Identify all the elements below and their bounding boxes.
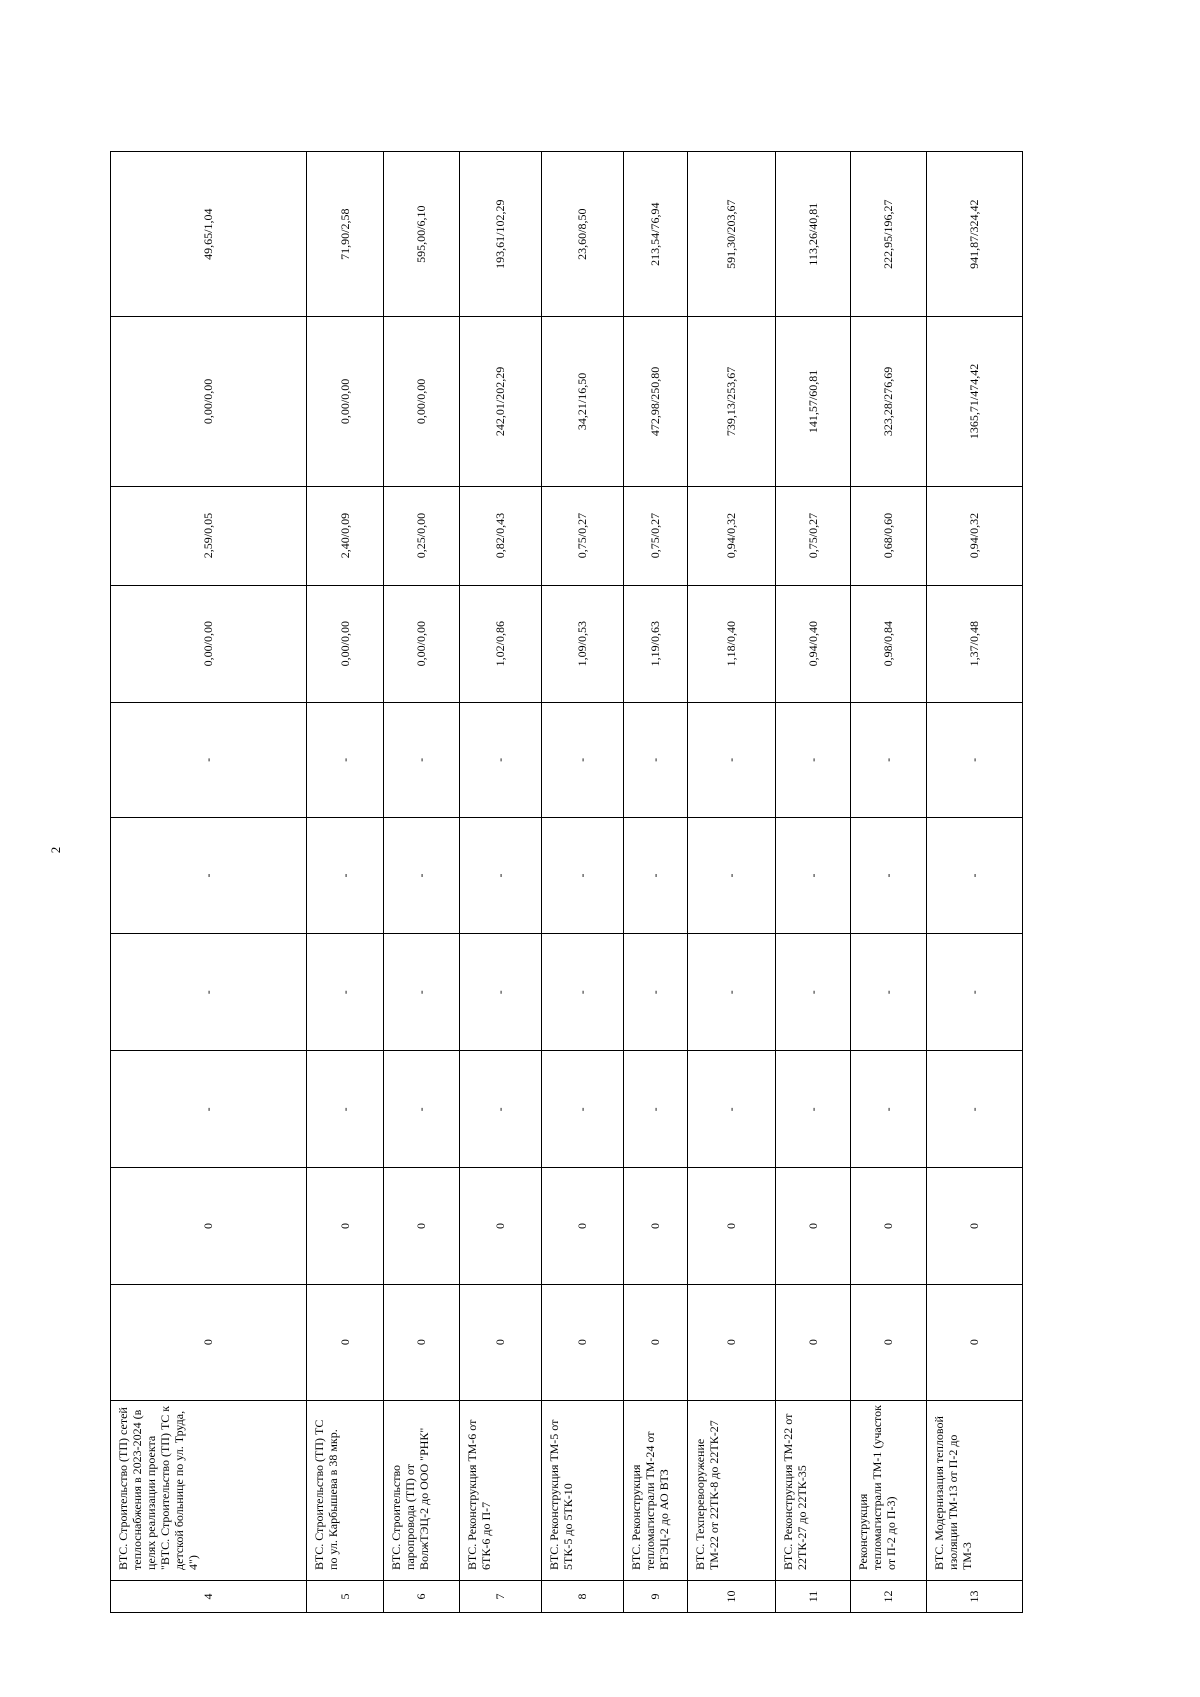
value-col-2: 0 — [460, 1168, 542, 1284]
ratio-col-2: 0,94/0,32 — [688, 486, 776, 585]
value-col-1: 0 — [927, 1284, 1023, 1400]
ratio-col-1: 1,37/0,48 — [927, 585, 1023, 702]
dash-col-1: - — [542, 1051, 624, 1168]
project-name: ВТС. Реконструкция ТМ-5 от 5ТК-5 до 5ТК-10 — [542, 1400, 624, 1580]
ratio-col-3: 739,13/253,67 — [688, 317, 776, 486]
project-name: ВТС. Реконструкция тепломагистрали ТМ-24 от ВТЭЦ-2 до АО ВТЗ — [624, 1400, 688, 1580]
value-col-2: 0 — [851, 1168, 927, 1284]
page-number: 2 — [48, 846, 63, 854]
ratio-col-3: 0,00/0,00 — [111, 317, 307, 486]
dash-col-4: - — [776, 702, 851, 817]
dash-col-2: - — [307, 934, 384, 1051]
project-name: ВТС. Строительство (ТП) ТС по ул. Карбышева в 38 мкр. — [307, 1400, 384, 1580]
dash-col-1: - — [111, 1051, 307, 1168]
ratio-col-4: 49,65/1,04 — [111, 152, 307, 317]
row-number: 4 — [111, 1580, 307, 1612]
dash-col-3: - — [384, 817, 460, 933]
row-number: 7 — [460, 1580, 542, 1612]
table-row — [384, 152, 460, 1613]
ratio-col-4: 193,61/102,29 — [460, 152, 542, 317]
ratio-col-4: 222,95/196,27 — [851, 152, 927, 317]
dash-col-4: - — [542, 702, 624, 817]
ratio-col-4: 941,87/324,42 — [927, 152, 1023, 317]
row-number: 9 — [624, 1580, 688, 1612]
ratio-col-1: 0,00/0,00 — [384, 585, 460, 702]
value-col-2: 0 — [624, 1168, 688, 1284]
value-col-2: 0 — [542, 1168, 624, 1284]
table-body — [111, 152, 1023, 1613]
ratio-col-1: 1,02/0,86 — [460, 585, 542, 702]
value-col-2: 0 — [384, 1168, 460, 1284]
dash-col-4: - — [624, 702, 688, 817]
value-col-1: 0 — [688, 1284, 776, 1400]
project-name: Реконструкция тепломагистрали ТМ-1 (участок от П-2 до П-3) — [851, 1400, 927, 1580]
value-col-1: 0 — [460, 1284, 542, 1400]
table-row — [624, 152, 688, 1613]
ratio-col-2: 0,25/0,00 — [384, 486, 460, 585]
ratio-col-1: 1,18/0,40 — [688, 585, 776, 702]
dash-col-1: - — [927, 1051, 1023, 1168]
ratio-col-2: 0,68/0,60 — [851, 486, 927, 585]
ratio-col-2: 0,75/0,27 — [624, 486, 688, 585]
ratio-col-4: 595,00/6,10 — [384, 152, 460, 317]
project-name: ВТС. Строительство паропровода (ТП) от ВолжТЭЦ-2 до ООО "РНК" — [384, 1400, 460, 1580]
ratio-col-3: 0,00/0,00 — [384, 317, 460, 486]
dash-col-4: - — [384, 702, 460, 817]
dash-col-1: - — [307, 1051, 384, 1168]
dash-col-4: - — [851, 702, 927, 817]
dash-col-1: - — [776, 1051, 851, 1168]
dash-col-4: - — [460, 702, 542, 817]
data-table-container — [110, 151, 1022, 1613]
value-col-1: 0 — [851, 1284, 927, 1400]
dash-col-2: - — [542, 934, 624, 1051]
row-number: 8 — [542, 1580, 624, 1612]
project-name: ВТС. Реконструкция ТМ-22 от 22ТК-27 до 22ТК-35 — [776, 1400, 851, 1580]
value-col-2: 0 — [776, 1168, 851, 1284]
ratio-col-1: 1,19/0,63 — [624, 585, 688, 702]
dash-col-3: - — [851, 817, 927, 933]
dash-col-4: - — [688, 702, 776, 817]
table-row — [111, 152, 307, 1613]
row-number: 10 — [688, 1580, 776, 1612]
dash-col-3: - — [624, 817, 688, 933]
dash-col-2: - — [460, 934, 542, 1051]
dash-col-3: - — [307, 817, 384, 933]
dash-col-4: - — [307, 702, 384, 817]
ratio-col-3: 0,00/0,00 — [307, 317, 384, 486]
dash-col-4: - — [111, 702, 307, 817]
ratio-col-3: 472,98/250,80 — [624, 317, 688, 486]
ratio-col-4: 591,30/203,67 — [688, 152, 776, 317]
project-name: ВТС. Модернизация тепловой изоляции ТМ-13 от П-2 до ТМ-3 — [927, 1400, 1023, 1580]
table-row — [460, 152, 542, 1613]
value-col-1: 0 — [542, 1284, 624, 1400]
row-number: 6 — [384, 1580, 460, 1612]
ratio-col-3: 242,01/202,29 — [460, 317, 542, 486]
ratio-col-3: 323,28/276,69 — [851, 317, 927, 486]
dash-col-2: - — [851, 934, 927, 1051]
value-col-1: 0 — [307, 1284, 384, 1400]
dash-col-2: - — [927, 934, 1023, 1051]
dash-col-2: - — [688, 934, 776, 1051]
value-col-1: 0 — [111, 1284, 307, 1400]
row-number: 13 — [927, 1580, 1023, 1612]
value-col-1: 0 — [384, 1284, 460, 1400]
row-number: 12 — [851, 1580, 927, 1612]
dash-col-3: - — [927, 817, 1023, 933]
value-col-1: 0 — [776, 1284, 851, 1400]
ratio-col-1: 0,94/0,40 — [776, 585, 851, 702]
ratio-col-4: 113,26/40,81 — [776, 152, 851, 317]
dash-col-2: - — [776, 934, 851, 1051]
dash-col-4: - — [927, 702, 1023, 817]
value-col-2: 0 — [688, 1168, 776, 1284]
ratio-col-4: 23,60/8,50 — [542, 152, 624, 317]
ratio-col-2: 0,82/0,43 — [460, 486, 542, 585]
dash-col-1: - — [460, 1051, 542, 1168]
table-row — [688, 152, 776, 1613]
dash-col-1: - — [624, 1051, 688, 1168]
rotated-table — [110, 151, 1022, 1613]
ratio-col-2: 0,75/0,27 — [776, 486, 851, 585]
ratio-col-4: 213,54/76,94 — [624, 152, 688, 317]
dash-col-3: - — [111, 817, 307, 933]
dash-col-1: - — [851, 1051, 927, 1168]
value-col-2: 0 — [307, 1168, 384, 1284]
ratio-col-4: 71,90/2,58 — [307, 152, 384, 317]
dash-col-1: - — [384, 1051, 460, 1168]
table-row — [542, 152, 624, 1613]
project-name: ВТС. Техперевооружение ТМ-22 от 22ТК-8 до 22ТК-27 — [688, 1400, 776, 1580]
ratio-col-2: 2,40/0,09 — [307, 486, 384, 585]
dash-col-3: - — [776, 817, 851, 933]
project-name: ВТС. Строительство (ТП) сетей теплоснабжения в 2023-2024 (в целях реализации проекта "ВТС. Строительство (ТП) ТС к детской больнице по ул. Труда, 4") — [111, 1400, 307, 1580]
dash-col-3: - — [688, 817, 776, 933]
value-col-1: 0 — [624, 1284, 688, 1400]
ratio-col-2: 2,59/0,05 — [111, 486, 307, 585]
data-table — [110, 151, 1023, 1613]
ratio-col-3: 141,57/60,81 — [776, 317, 851, 486]
row-number: 5 — [307, 1580, 384, 1612]
dash-col-1: - — [688, 1051, 776, 1168]
dash-col-2: - — [384, 934, 460, 1051]
project-name: ВТС. Реконструкция ТМ-6 от 6ТК-6 до П-7 — [460, 1400, 542, 1580]
table-row — [776, 152, 851, 1613]
table-row — [307, 152, 384, 1613]
ratio-col-3: 34,21/16,50 — [542, 317, 624, 486]
row-number: 11 — [776, 1580, 851, 1612]
ratio-col-2: 0,94/0,32 — [927, 486, 1023, 585]
table-row — [851, 152, 927, 1613]
dash-col-2: - — [624, 934, 688, 1051]
ratio-col-1: 0,98/0,84 — [851, 585, 927, 702]
dash-col-3: - — [542, 817, 624, 933]
ratio-col-2: 0,75/0,27 — [542, 486, 624, 585]
ratio-col-1: 0,00/0,00 — [111, 585, 307, 702]
ratio-col-1: 0,00/0,00 — [307, 585, 384, 702]
ratio-col-3: 1365,71/474,42 — [927, 317, 1023, 486]
dash-col-2: - — [111, 934, 307, 1051]
value-col-2: 0 — [111, 1168, 307, 1284]
value-col-2: 0 — [927, 1168, 1023, 1284]
ratio-col-1: 1,09/0,53 — [542, 585, 624, 702]
dash-col-3: - — [460, 817, 542, 933]
table-row — [927, 152, 1023, 1613]
